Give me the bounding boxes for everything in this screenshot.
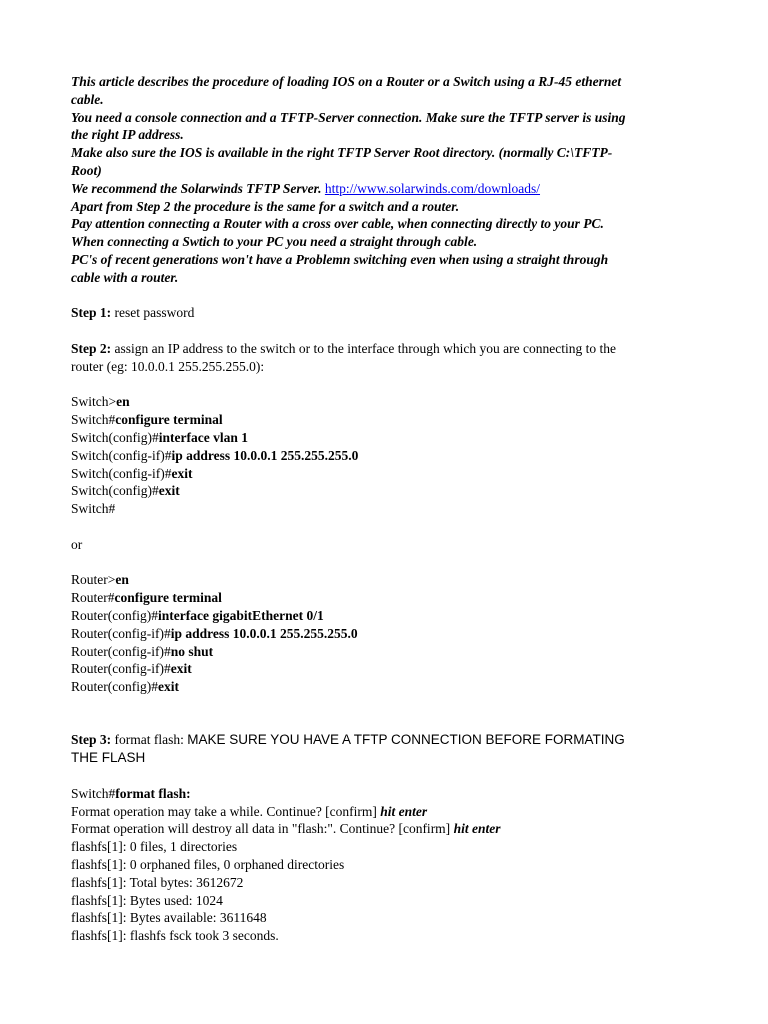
step2-line — [71, 340, 706, 358]
cli-command: ip address 10.0.0.1 255.255.255.0 — [170, 625, 358, 641]
cli-line — [71, 571, 706, 589]
cli-prompt: Router(config)# — [71, 679, 158, 695]
intro-line: Pay attention connecting a Router with a cross over cable, when connecting directly to your PC. — [71, 216, 604, 232]
cli-output: Format operation will destroy all data in "flash:". Continue? [confirm] — [71, 821, 451, 837]
cli-line — [71, 429, 706, 447]
cli-action: hit enter — [453, 821, 501, 837]
router-command-block — [71, 571, 706, 696]
cli-output-line — [71, 820, 706, 838]
step3-label: Step 3: — [71, 732, 112, 748]
cli-prompt: Switch# — [71, 785, 116, 801]
cli-prompt: Switch# — [71, 501, 116, 517]
cli-command: configure terminal — [115, 412, 223, 428]
cli-action: hit enter — [380, 803, 428, 819]
step3-warning: MAKE SURE YOU HAVE A TFTP CONNECTION BEFORE FORMATING — [187, 732, 625, 748]
cli-prompt: Switch(config-if)# — [71, 447, 172, 463]
cli-command: interface gigabitEthernet 0/1 — [157, 607, 324, 623]
cli-output-line: flashfs[1]: 0 orphaned files, 0 orphaned directories — [71, 857, 345, 873]
step1-label: Step 1: — [71, 305, 112, 321]
spacer — [71, 554, 706, 572]
cli-output-line: flashfs[1]: Bytes used: 1024 — [71, 892, 223, 908]
cli-line — [71, 465, 706, 483]
cli-prompt: Router(config-if)# — [71, 661, 171, 677]
cli-command: exit — [158, 483, 180, 499]
step2-line-cont: router (eg: 10.0.0.1 255.255.255.0): — [71, 358, 265, 374]
cli-line — [71, 607, 706, 625]
recommend-text: We recommend the Solarwinds TFTP Server. — [71, 180, 322, 196]
cli-prompt: Switch(config-if)# — [71, 465, 172, 481]
cli-output-line — [71, 803, 706, 821]
cli-line — [71, 447, 706, 465]
cli-prompt: Router# — [71, 590, 115, 606]
intro-line: cable with a router. — [71, 269, 179, 285]
cli-line — [71, 785, 706, 803]
cli-line — [71, 625, 706, 643]
cli-prompt: Router> — [71, 572, 116, 588]
intro-line-recommend — [71, 180, 706, 198]
intro-line: Make also sure the IOS is available in the right TFTP Server Root directory. (normally C:\TFTP- — [71, 145, 613, 161]
cli-prompt: Switch(config)# — [71, 429, 159, 445]
intro-line: Root) — [71, 162, 102, 178]
step1-line — [71, 304, 706, 322]
cli-output: Format operation may take a while. Continue? [confirm] — [71, 803, 377, 819]
cli-command: interface vlan 1 — [158, 429, 248, 445]
cli-line — [71, 660, 706, 678]
spacer — [71, 287, 706, 305]
intro-line: PC's of recent generations won't have a Problemn switching even when using a straight through — [71, 251, 609, 267]
intro-line: Apart from Step 2 the procedure is the same for a switch and a router. — [71, 198, 460, 214]
intro-line: You need a console connection and a TFTP-Server connection. Make sure the TFTP server is using — [71, 109, 626, 125]
intro-paragraph — [71, 73, 706, 287]
cli-command: en — [115, 572, 129, 588]
spacer — [71, 376, 706, 394]
cli-line — [71, 411, 706, 429]
cli-prompt: Router(config-if)# — [71, 625, 171, 641]
cli-command: format flash: — [115, 785, 191, 801]
step3-warning-cont: THE FLASH — [71, 750, 146, 766]
cli-output-line: flashfs[1]: 0 files, 1 directories — [71, 839, 238, 855]
cli-prompt: Switch(config)# — [71, 483, 159, 499]
cli-command: exit — [157, 679, 179, 695]
spacer — [71, 714, 706, 732]
solarwinds-link[interactable]: http://www.solarwinds.com/downloads/ — [324, 180, 541, 196]
spacer — [71, 696, 706, 714]
or-separator: or — [71, 536, 83, 552]
intro-line: This article describes the procedure of loading IOS on a Router or a Switch using a RJ-45 ethernet — [71, 74, 622, 89]
spacer — [71, 767, 706, 785]
cli-prompt: Switch# — [71, 412, 116, 428]
step1-text: reset password — [114, 305, 195, 321]
cli-command: ip address 10.0.0.1 255.255.255.0 — [171, 447, 359, 463]
cli-command: no shut — [170, 643, 214, 659]
format-output-block — [71, 785, 706, 945]
cli-command: configure terminal — [114, 590, 222, 606]
step2-label: Step 2: — [71, 340, 112, 356]
cli-output-line: flashfs[1]: flashfs fsck took 3 seconds. — [71, 928, 279, 944]
cli-prompt: Router(config-if)# — [71, 643, 171, 659]
step2-text: assign an IP address to the switch or to the interface through which you are connecting to the — [114, 340, 616, 356]
cli-command: en — [116, 394, 130, 410]
intro-line: When connecting a Swtich to your PC you need a straight through cable. — [71, 234, 478, 250]
cli-output-line: flashfs[1]: Total bytes: 3612672 — [71, 874, 244, 890]
spacer — [71, 322, 706, 340]
step3-text: format flash: — [114, 732, 184, 748]
cli-line — [71, 393, 706, 411]
spacer — [71, 518, 706, 536]
step3-line — [71, 731, 706, 749]
cli-command: exit — [170, 661, 192, 677]
switch-command-block — [71, 393, 706, 518]
cli-line — [71, 482, 706, 500]
intro-line: the right IP address. — [71, 127, 184, 143]
cli-command: exit — [171, 465, 193, 481]
cli-line — [71, 589, 706, 607]
cli-line — [71, 678, 706, 696]
cli-output-line: flashfs[1]: Bytes available: 3611648 — [71, 910, 267, 926]
intro-line: cable. — [71, 91, 104, 107]
cli-prompt: Router(config)# — [71, 607, 158, 623]
cli-line — [71, 643, 706, 661]
cli-prompt: Switch> — [71, 394, 117, 410]
cli-line — [71, 500, 706, 518]
